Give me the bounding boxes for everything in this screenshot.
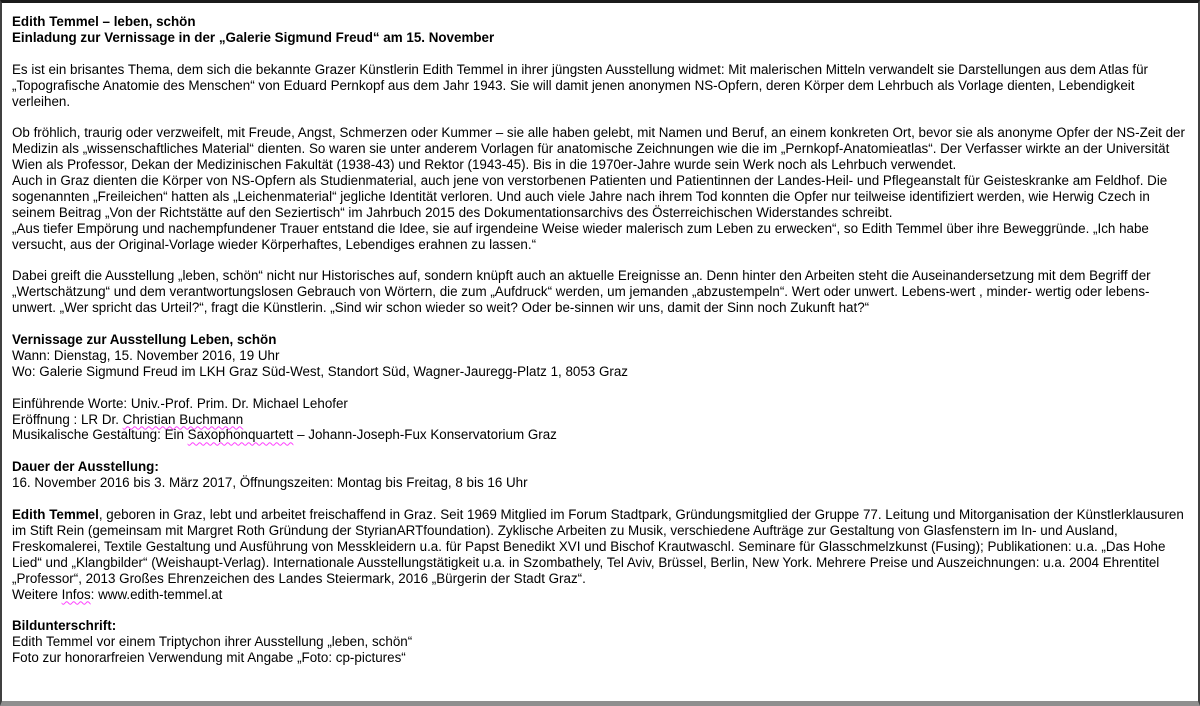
document-header: [12, 14, 1188, 46]
program-section: [12, 396, 1188, 444]
music-suffix: – Johann-Joseph-Fux Konservatorium Graz: [293, 427, 557, 443]
duration-text-line: 16. November 2016 bis 3. März 2017, Öffnungszeiten: Montag bis Freitag, 8 bis 16 Uhr: [12, 475, 528, 491]
spellcheck-word-infos: Infos: [61, 586, 91, 602]
bio-text: , geboren in Graz, lebt und arbeitet freischaffend in Graz. Seit 1969 Mitglied im Forum Stadtpark, Gründungsmitglied der Gruppe 77. Leitung und Mitorganisation der Künstlerklausuren im Stift Rein (gemeinsam mit Margret Roth Gründung der StyrianARTfoundation). Zyklische Arbeiten zu Musik, verschiedene Aufträge zur Gestaltung von Glasfenstern im In- und Ausland, Freskomalerei, Textile Gestaltung und Ausführung von Messkleidern u.a. für Papst Benedikt XVI und Bischof Krautwaschl. Seminare für Glasschmelzkunst (Fusing); Publikationen: u.a. „Das Hohe Lied“ und „Klangbilder“ (Weishaupt-Verlag). Internationale Ausstellungstätigkeit u.a. in Szombathely, Tel Aviv, Brüssel, Berlin, New York. Mehrere Preise und Auszeichnungen: u.a. 2004 Ehrentitel „Professor“, 2013 Großes Ehrenzeichen des Landes Steiermark, 2016 „Bürgerin der Stadt Graz“.: [12, 506, 1184, 586]
duration-section: [12, 459, 1188, 491]
vernissage-when-line: Wann: Dienstag, 15. November 2016, 19 Uhr: [12, 347, 280, 363]
document-title: Edith Temmel – leben, schön: [12, 14, 196, 29]
caption-line-1: Edith Temmel vor einem Triptychon ihrer Ausstellung „leben, schön“: [12, 634, 413, 650]
vernissage-section: [12, 332, 1188, 380]
document-subtitle: Einladung zur Vernissage in der „Galerie Sigmund Freud“ am 15. November: [12, 29, 495, 45]
history-paragraph-1: Ob fröhlich, traurig oder verzweifelt, mit Freude, Angst, Schmerzen oder Kummer – sie alle haben gelebt, mit Namen und Beruf, an einem konkreten Ort, bevor sie als anonyme Opfer der NS-Zeit der Medizin als „wissenschaftliches Material“ dienten. So waren sie unter anderem Vorlagen für anatomische Zeichnungen wie die im „Pernkopf-Anatomieatlas“. Der Verfasser wirkte an der Universität Wien als Professor, Dekan der Medizinischen Fakultät (1938-43) und Rektor (1943-45). Bis in die 1970er-Jahre wurde sein Werk noch als Lehrbuch verwendet.: [12, 125, 1185, 173]
history-paragraph-2: Auch in Graz dienten die Körper von NS-Opfern als Studienmaterial, auch jene von verstorbenen Patienten und Patientinnen der Landes-Heil- und Pflegeanstalt für Geisteskranke am Feldhof. Die sogenannten „Freileichen“ hatten als „Leichenmaterial“ jegliche Identität verloren. Und auch viele Jahre nach ihrem Tod konnten die Opfer nur teilweise identifiziert werden, wie Herwig Czech in seinem Beitrag „Von der Richtstätte auf den Seziertisch“ im Jahrbuch 2015 des Dokumentationsarchivs des Österreichischen Widerstandes schreibt.: [12, 173, 1168, 220]
music-label: Musikalische Gestaltung: Ein: [12, 427, 188, 443]
opening-label: Eröffnung : LR Dr.: [12, 411, 123, 427]
opening-line: [12, 412, 1188, 428]
history-paragraph-3: „Aus tiefer Empörung und nachempfundener Trauer entstand die Idee, sie auf irgendeine Weise wieder malerisch zum Leben zu erwecken“, so Edith Temmel über ihre Beweggründe. „Ich habe versucht, aus der Original-Vorlage wieder Körperhaftes, Lebendiges erahnen zu lassen.“: [12, 220, 1149, 252]
music-line: [12, 427, 1188, 443]
context-paragraph: Dabei greift die Ausstellung „leben, schön“ nicht nur Historisches auf, sondern knüpft auch an aktuelle Ereignisse an. Denn hinter den Arbeiten steht die Auseinandersetzung mit dem Begriff der „Wertschätzung“ und dem verantwortungslosen Gebrauch von Wörtern, die zum „Aufdruck“ werden, um jemanden „abzustempeln“. Wert oder unwert. Lebens-wert , minder- wertig oder lebens-unwert. „Wer spricht das Urteil?“, fragt die Künstlerin. „Sind wir schon wieder so weit? Oder be-sinnen wir uns, damit der Sinn noch Zukunft hat?“: [12, 268, 1151, 316]
vernissage-where-line: Wo: Galerie Sigmund Freud im LKH Graz Süd-West, Standort Süd, Wagner-Jauregg-Platz 1, 8053 Graz: [12, 363, 628, 379]
intro-words-line: Einführende Worte: Univ.-Prof. Prim. Dr. Michael Lehofer: [12, 395, 348, 411]
spellcheck-word-saxophonquartett: Saxophonquartett: [187, 427, 294, 443]
caption-line-2: Foto zur honorarfreien Verwendung mit Angabe „Foto: cp-pictures“: [12, 650, 406, 666]
more-info-label: Weitere: [12, 586, 62, 602]
more-info-url: : www.edith-temmel.at: [90, 586, 223, 602]
caption-heading: Bildunterschrift:: [12, 618, 117, 634]
history-paragraph-block: [12, 125, 1188, 252]
intro-paragraph-block: [12, 62, 1188, 110]
spellcheck-word-buchmann: Christian Buchmann: [122, 411, 244, 427]
duration-heading: Dauer der Ausstellung:: [12, 459, 159, 475]
vernissage-heading: Vernissage zur Ausstellung Leben, schön: [12, 332, 277, 348]
bio-paragraph: [12, 507, 1188, 587]
caption-section: [12, 618, 1188, 666]
intro-paragraph: Es ist ein brisantes Thema, dem sich die bekannte Grazer Künstlerin Edith Temmel in ihrer jüngsten Ausstellung widmet: Mit malerischen Mitteln verwandelt sie Darstellungen aus dem Atlas für „Topografische Anatomie des Menschen“ von Eduard Pernkopf aus dem Jahr 1943. Sie will damit jenen anonymen NS-Opfern, deren Körper dem Lehrbuch als Vorlage dienten, Lebendigkeit verleihen.: [12, 61, 1149, 109]
more-info-line: [12, 587, 1188, 603]
bio-name-bold: Edith Temmel: [12, 506, 99, 522]
context-paragraph-block: [12, 268, 1188, 316]
bio-section: [12, 507, 1188, 602]
